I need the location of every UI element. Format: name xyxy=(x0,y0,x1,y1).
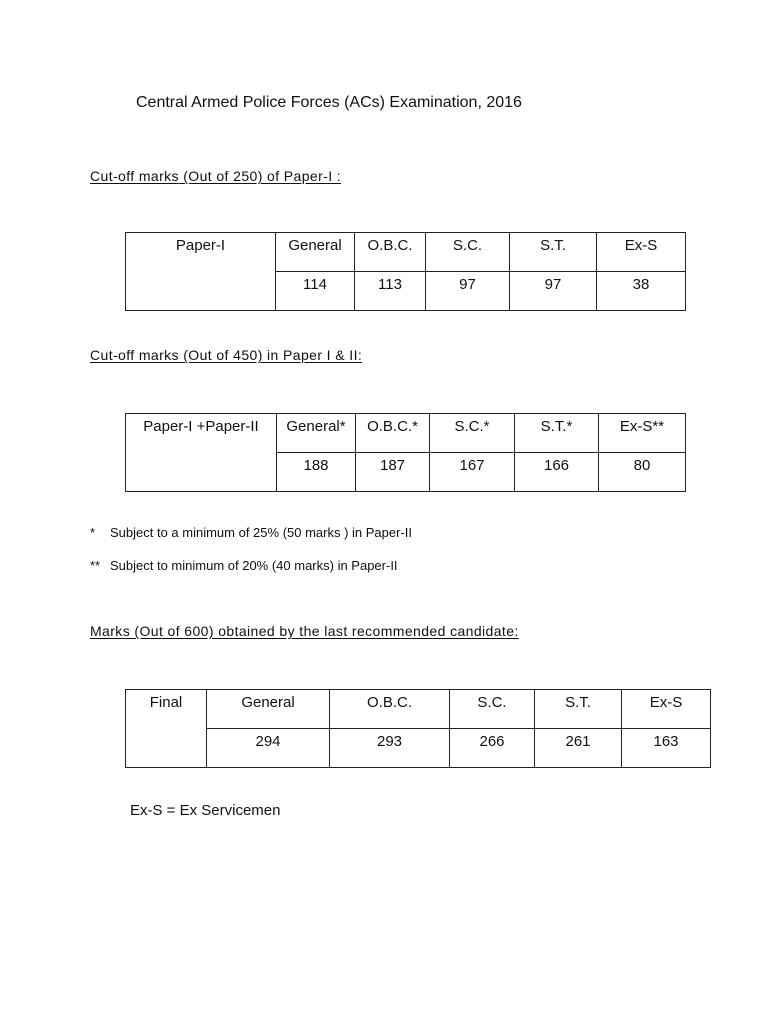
header-cell: Ex-S xyxy=(622,690,711,729)
value-cell: 38 xyxy=(597,272,686,311)
value-cell: 97 xyxy=(510,272,597,311)
header-cell: O.B.C.* xyxy=(356,414,430,453)
header-cell: S.T. xyxy=(510,233,597,272)
header-cell: O.B.C. xyxy=(355,233,426,272)
header-cell: Ex-S xyxy=(597,233,686,272)
table-header-row xyxy=(126,690,711,729)
header-cell: Ex-S** xyxy=(599,414,686,453)
header-cell: S.T.* xyxy=(515,414,599,453)
final-marks-table xyxy=(125,689,711,768)
paper1-cutoff-table xyxy=(125,232,686,311)
footnote-2 xyxy=(90,558,398,573)
page-title: Central Armed Police Forces (ACs) Examination, 2016 xyxy=(136,94,522,111)
footnote-text: Subject to minimum of 20% (40 marks) in Paper-II xyxy=(110,558,398,573)
footnote-mark: * xyxy=(90,525,96,540)
section2-heading: Cut-off marks (Out of 450) in Paper I & II: xyxy=(90,347,363,363)
header-cell: S.T. xyxy=(535,690,622,729)
row-label-cell: Final xyxy=(126,690,207,768)
header-cell: S.C. xyxy=(450,690,535,729)
table-header-row xyxy=(126,233,686,272)
header-cell: General xyxy=(276,233,355,272)
header-cell: General xyxy=(207,690,330,729)
header-cell: S.C. xyxy=(426,233,510,272)
section1-heading: Cut-off marks (Out of 250) of Paper-I : xyxy=(90,168,342,184)
value-cell: 187 xyxy=(356,453,430,492)
value-cell: 114 xyxy=(276,272,355,311)
section3-heading: Marks (Out of 600) obtained by the last recommended candidate: xyxy=(90,623,519,639)
paper1-2-cutoff-table xyxy=(125,413,686,492)
value-cell: 167 xyxy=(430,453,515,492)
value-cell: 266 xyxy=(450,729,535,768)
value-cell: 163 xyxy=(622,729,711,768)
row-label-cell: Paper-I +Paper-II xyxy=(126,414,277,492)
value-cell: 97 xyxy=(426,272,510,311)
footnote-1 xyxy=(90,525,412,540)
header-cell: S.C.* xyxy=(430,414,515,453)
header-cell: O.B.C. xyxy=(330,690,450,729)
value-cell: 293 xyxy=(330,729,450,768)
abbreviation-note: Ex-S = Ex Servicemen xyxy=(130,802,281,819)
table-header-row xyxy=(126,414,686,453)
value-cell: 188 xyxy=(277,453,356,492)
value-cell: 261 xyxy=(535,729,622,768)
value-cell: 80 xyxy=(599,453,686,492)
footnote-mark: ** xyxy=(90,558,101,573)
value-cell: 113 xyxy=(355,272,426,311)
value-cell: 166 xyxy=(515,453,599,492)
table-value-row xyxy=(126,729,711,768)
row-label-cell: Paper-I xyxy=(126,233,276,311)
value-cell: 294 xyxy=(207,729,330,768)
footnote-text: Subject to a minimum of 25% (50 marks ) in Paper-II xyxy=(110,525,413,540)
header-cell: General* xyxy=(277,414,356,453)
